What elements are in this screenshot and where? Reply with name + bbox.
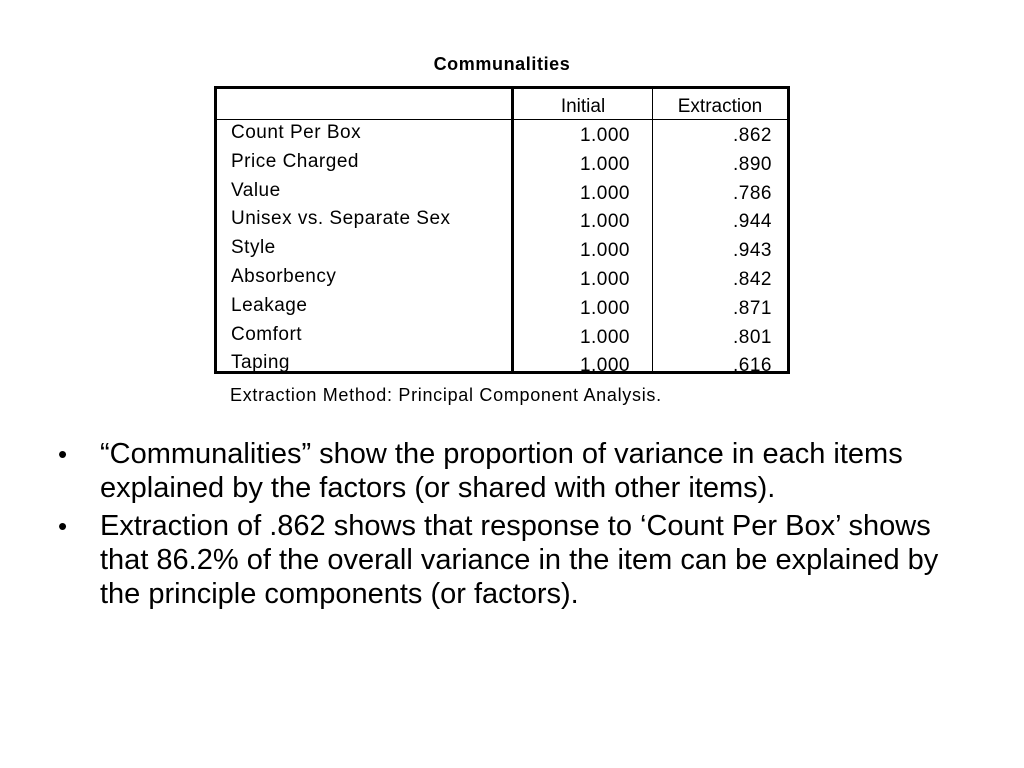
initial-value: 1.000	[579, 326, 630, 348]
table-row	[217, 149, 787, 178]
extraction-value: .786	[733, 182, 772, 204]
row-label: Comfort	[231, 323, 303, 345]
bullet-list	[58, 437, 968, 615]
table-row	[217, 264, 787, 293]
table-row	[217, 235, 787, 264]
row-label: Taping	[231, 352, 290, 374]
initial-value: 1.000	[579, 240, 630, 262]
row-label: Price Charged	[231, 150, 359, 172]
table-row	[217, 322, 787, 351]
table-row	[217, 293, 787, 322]
column-header-extraction: Extraction	[677, 96, 763, 117]
row-label: Leakage	[231, 294, 308, 316]
communalities-table	[214, 86, 790, 377]
row-label: Style	[231, 237, 276, 259]
initial-value: 1.000	[579, 211, 630, 233]
table-row	[217, 178, 787, 207]
extraction-value: .801	[733, 326, 772, 348]
initial-value: 1.000	[579, 355, 630, 377]
extraction-value: .944	[733, 211, 772, 233]
row-label: Count Per Box	[231, 122, 362, 143]
extraction-value: .943	[733, 240, 772, 262]
table-row	[217, 206, 787, 235]
initial-value: 1.000	[579, 125, 630, 146]
row-label: Unisex vs. Separate Sex	[231, 208, 451, 230]
bullet-marker: •	[58, 439, 68, 469]
table-body	[217, 120, 787, 379]
bullet-text: Extraction of .862 shows that response to ‘Count Per Box’ shows that 86.2% of the overall variance in the item can be explained by the principle components (or factors).	[100, 510, 939, 610]
bullet-text: “Communalities” show the proportion of variance in each items explained by the factors (or shared with other items).	[100, 438, 903, 504]
bullet-item	[58, 437, 968, 505]
table-title: Communalities	[433, 54, 571, 74]
extraction-value: .871	[733, 297, 772, 319]
table-row	[217, 350, 787, 379]
column-header-initial: Initial	[560, 96, 606, 117]
initial-value: 1.000	[579, 268, 630, 290]
table-footnote: Extraction Method: Principal Component Analysis.	[230, 385, 662, 405]
extraction-value: .616	[733, 355, 772, 377]
table-row	[217, 120, 787, 149]
bullet-item	[58, 509, 968, 611]
initial-value: 1.000	[579, 182, 630, 204]
row-label: Absorbency	[231, 265, 337, 287]
bullet-marker: •	[58, 511, 68, 541]
initial-value: 1.000	[579, 297, 630, 319]
extraction-value: .890	[733, 153, 772, 175]
extraction-value: .842	[733, 268, 772, 290]
extraction-value: .862	[733, 125, 772, 146]
initial-value: 1.000	[579, 153, 630, 175]
row-label: Value	[231, 179, 281, 201]
